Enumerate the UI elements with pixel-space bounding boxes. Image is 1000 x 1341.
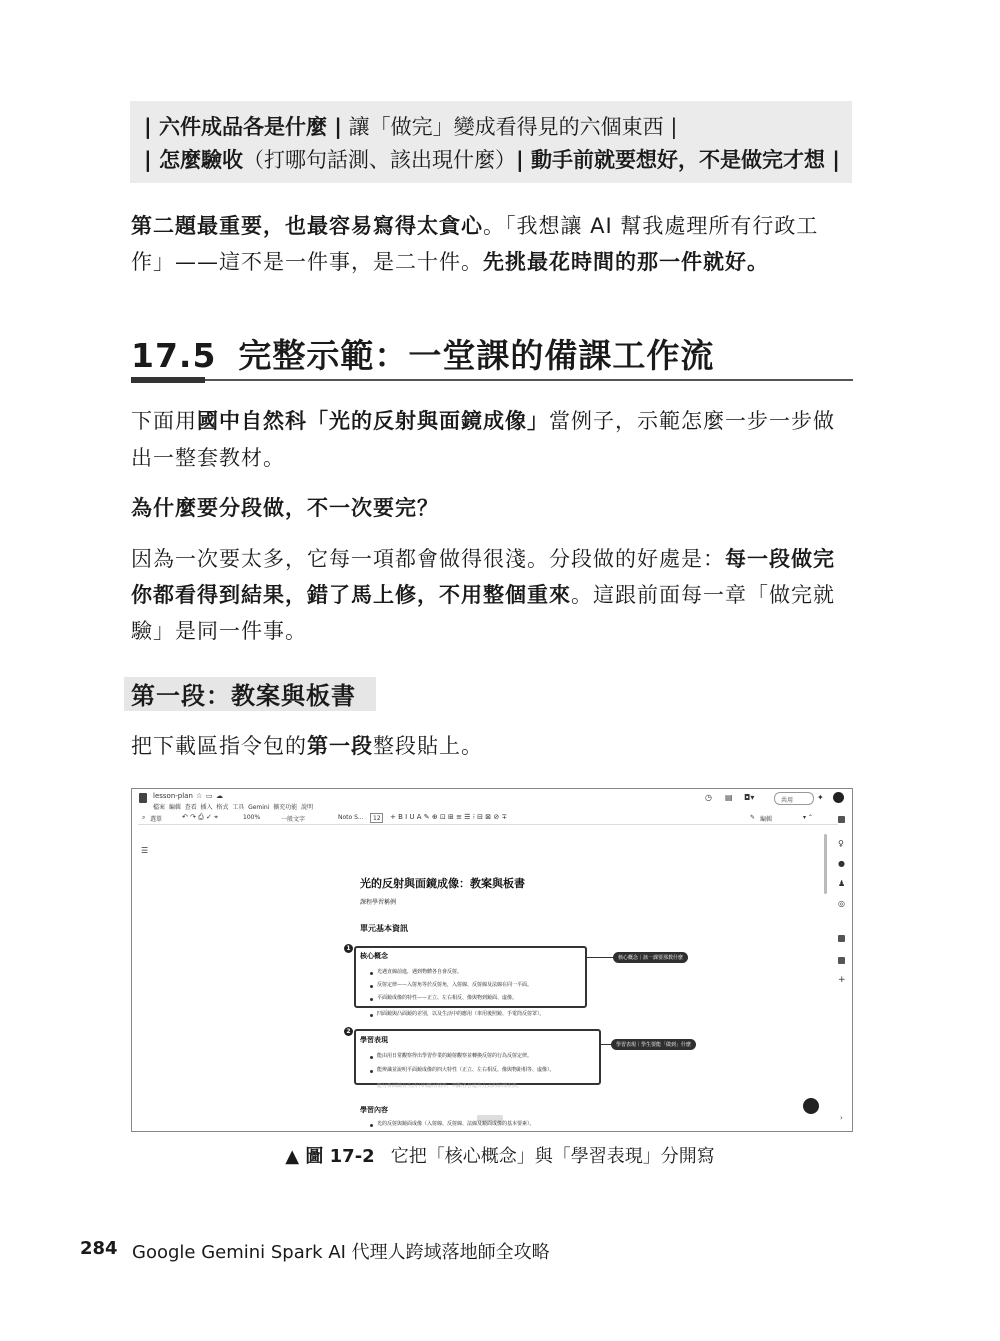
gemini-icon[interactable]: ✦	[817, 793, 824, 802]
core-item-3: 平面鏡成像的特性——正立、左右相反、像與物到鏡面、虛像。	[377, 995, 518, 1001]
core-item-1: 光遇直線前進，遇到物體各自會反射。	[377, 969, 463, 975]
menu-gemini[interactable]: Gemini	[248, 804, 270, 811]
format-icons[interactable]: + B I U A ✎ ⊕ ⊡ ⊞ ≡ ☰ ⁝ ⊟ ⊠ ⊘ ∓	[390, 813, 508, 821]
table-block	[130, 101, 852, 183]
search-menus-icon[interactable]: ⌕	[142, 814, 146, 821]
bullet	[370, 985, 373, 988]
intro-bold-text: 第二題最重要，也最容易寫得太貪心	[131, 214, 483, 238]
font-select[interactable]: Noto S...	[338, 814, 364, 821]
section-heading	[131, 330, 714, 377]
undo-icon[interactable]: ↶ ↷ ⎙ ✓ ⌖	[182, 813, 219, 821]
share-button[interactable]	[774, 792, 814, 805]
reason-paragraph-line-1	[131, 541, 853, 577]
heading-rule	[131, 379, 853, 381]
table-row-1-col2: 讓「做完」變成看得見的六個東西 |	[341, 115, 678, 139]
folder-icon[interactable]: ▭	[206, 792, 213, 800]
sidebar-keep-icon[interactable]: ♀	[838, 839, 844, 848]
intro-paragraph-line-2	[131, 244, 853, 280]
content-item: 光的反射與鏡面成像（入射線、反射線、法線及鏡面成像的基本要素）。	[377, 1121, 535, 1127]
page-number: 284	[80, 1238, 118, 1259]
menu-insert[interactable]: 插入	[200, 804, 213, 811]
table-row-2	[144, 145, 840, 175]
performance-item-1: 能由用日常觀察得出學習作業的鏡射觀察並轉換反射的行為反射定律。	[377, 1053, 533, 1059]
bullet	[370, 1014, 373, 1017]
figure-caption	[0, 1142, 1000, 1168]
explore-button[interactable]	[803, 1098, 819, 1114]
table-row-2-col1: | 怎麼驗收	[144, 148, 243, 172]
performance-item-2: 能辨識並說明平面鏡成像的四大特性（正立、左右相反、像與物距相等、虛像）。	[377, 1067, 555, 1073]
table-row-2-col1-paren: （打哪句話測、該出現什麼）	[242, 148, 516, 172]
bullet	[370, 1124, 373, 1127]
example-paragraph-line-2: 出一整套教材。	[131, 446, 285, 470]
menu-format[interactable]: 格式	[216, 804, 229, 811]
editing-mode-select[interactable]: 編輯	[760, 816, 773, 823]
core-concepts-heading: 核心概念	[360, 951, 388, 960]
menu-edit[interactable]: 編輯	[168, 804, 181, 811]
sidebar-tasks-icon[interactable]: ●	[838, 859, 845, 868]
toolbar	[138, 812, 838, 825]
meet-icon[interactable]: ◘▾	[744, 793, 755, 802]
scrollbar[interactable]	[824, 834, 827, 894]
menu-file[interactable]: 檔案	[153, 804, 166, 811]
sidebar-add-icon[interactable]: +	[838, 975, 846, 985]
sidebar-collapse-icon[interactable]: ›	[840, 1114, 843, 1122]
table-row-1	[144, 112, 677, 142]
running-footer-title: Google Gemini Spark AI 代理人跨域落地師全攻略	[132, 1242, 550, 1263]
outside-item: 凹面鏡與凸面鏡的差別，以及生活中的應用（車用後照鏡、手電筒反射罩）。	[377, 1011, 545, 1017]
instruction-text-a: 把下載區指令包的	[131, 734, 307, 758]
faded-item: 能分析面鏡在生活中的應用情形，判斷各自運作方式的原理差異。	[377, 1083, 523, 1089]
reason-bold-b: 你都看得到結果，錯了馬上修，不用整個重來	[131, 583, 571, 607]
menu-tools[interactable]: 工具	[232, 804, 245, 811]
example-bold: 國中自然科「光的反射與面鏡成像」	[197, 409, 549, 433]
zoom-select[interactable]: 100%	[243, 814, 261, 821]
bullet	[370, 972, 373, 975]
menu-help[interactable]: 說明	[301, 804, 314, 811]
star-icon[interactable]: ☆	[196, 792, 203, 800]
chevron-down-icon[interactable]: ▾ ⌃	[803, 814, 813, 821]
share-label: 共用	[781, 797, 794, 804]
sidebar-maps-icon[interactable]: ◎	[838, 899, 845, 908]
avatar[interactable]	[833, 792, 844, 803]
example-paragraph-line-1	[131, 403, 853, 439]
sidebar-contacts-icon[interactable]: ♟	[838, 879, 846, 888]
content-heading: 學習內容	[360, 1105, 388, 1114]
menu-view[interactable]: 查看	[184, 804, 197, 811]
figure-screenshot	[131, 788, 853, 1132]
search-menus-label[interactable]: 選單	[150, 816, 163, 823]
font-size-box[interactable]	[370, 813, 383, 823]
reason-paragraph-line-3: 驗」是同一件事。	[131, 619, 307, 643]
bullet	[370, 998, 373, 1001]
docs-file-icon	[139, 793, 147, 803]
menu-bar	[153, 802, 313, 811]
bullet	[370, 1056, 373, 1059]
example-text-b: 當例子，示範怎麼一步一步做	[549, 409, 835, 433]
bullet	[370, 1070, 373, 1073]
intro-text: 。「我想讓 AI 幫我處理所有行政工	[483, 214, 819, 238]
intro-paragraph-line-1	[131, 208, 853, 244]
reason-paragraph-line-2	[131, 577, 853, 613]
callout-connector-1	[585, 957, 613, 958]
table-row-1-col1: | 六件成品各是什麼 |	[144, 115, 342, 139]
intro-text-2: 作」——這不是一件事，是二十件。	[131, 250, 483, 274]
comment-icon[interactable]: ▤	[725, 793, 733, 802]
mode-pencil-icon: ✎	[750, 814, 756, 821]
callout-note-1: 核心概念｜該一課要那教什麼	[613, 952, 688, 963]
section-number: 17.5	[131, 336, 217, 375]
heading-rule-accent	[131, 377, 205, 383]
unit-heading: 單元基本資訊	[360, 923, 408, 933]
doc-subtitle: 課程學習稱例	[360, 899, 397, 906]
intro-bold-text-2: 先挑最花時間的那一件就好。	[483, 250, 769, 274]
reason-text-b: 。這跟前面每一章「做完就	[571, 583, 835, 607]
cloud-icon: ☁	[216, 792, 223, 800]
sidebar-app-icon-1[interactable]	[838, 935, 845, 942]
doc-name[interactable]: lesson-plan	[153, 792, 193, 800]
doc-title: 光的反射與面鏡成像：教案與板書	[360, 877, 525, 890]
example-text-a: 下面用	[131, 409, 197, 433]
subsection-heading: 第一段：教案與板書	[131, 682, 356, 710]
instruction-paragraph	[131, 728, 853, 764]
reason-text-a: 因為一次要太多，它每一項都會做得很淺。分段做的好處是：	[131, 547, 725, 571]
callout-number-1: 1	[344, 944, 353, 953]
core-item-2: 反射定律——入射角等於反射角，入射線、反射線及法線在同一平面。	[377, 982, 533, 988]
callout-number-2: 2	[344, 1027, 353, 1036]
sidebar-calendar-icon[interactable]	[838, 816, 845, 823]
reason-bold-a: 每一段做完	[725, 547, 835, 571]
outline-icon[interactable]: ☰	[141, 846, 149, 855]
caption-text: 它把「核心概念」與「學習表現」分開寫	[390, 1146, 715, 1167]
caption-label: ▲ 圖 17-2	[285, 1146, 375, 1167]
question-heading: 為什麼要分段做，不一次要完？	[131, 496, 439, 520]
menu-extensions[interactable]: 擴充功能	[273, 804, 298, 811]
instruction-text-b: 整段貼上。	[373, 734, 483, 758]
callout-connector-2	[599, 1044, 611, 1045]
style-select[interactable]: 一般文字	[281, 816, 306, 823]
sidebar-app-icon-2[interactable]	[838, 957, 845, 964]
history-icon[interactable]: ◷	[705, 793, 712, 802]
font-size-value: 12	[373, 815, 381, 822]
learning-performance-heading: 學習表現	[360, 1035, 388, 1044]
callout-note-2: 學習表現｜學生要能「做到」什麼	[611, 1039, 696, 1050]
table-row-2-col2: | 動手前就要想好，不是做完才想 |	[515, 148, 840, 172]
instruction-bold: 第一段	[307, 734, 373, 758]
section-title: 完整示範：一堂課的備課工作流	[238, 336, 715, 375]
